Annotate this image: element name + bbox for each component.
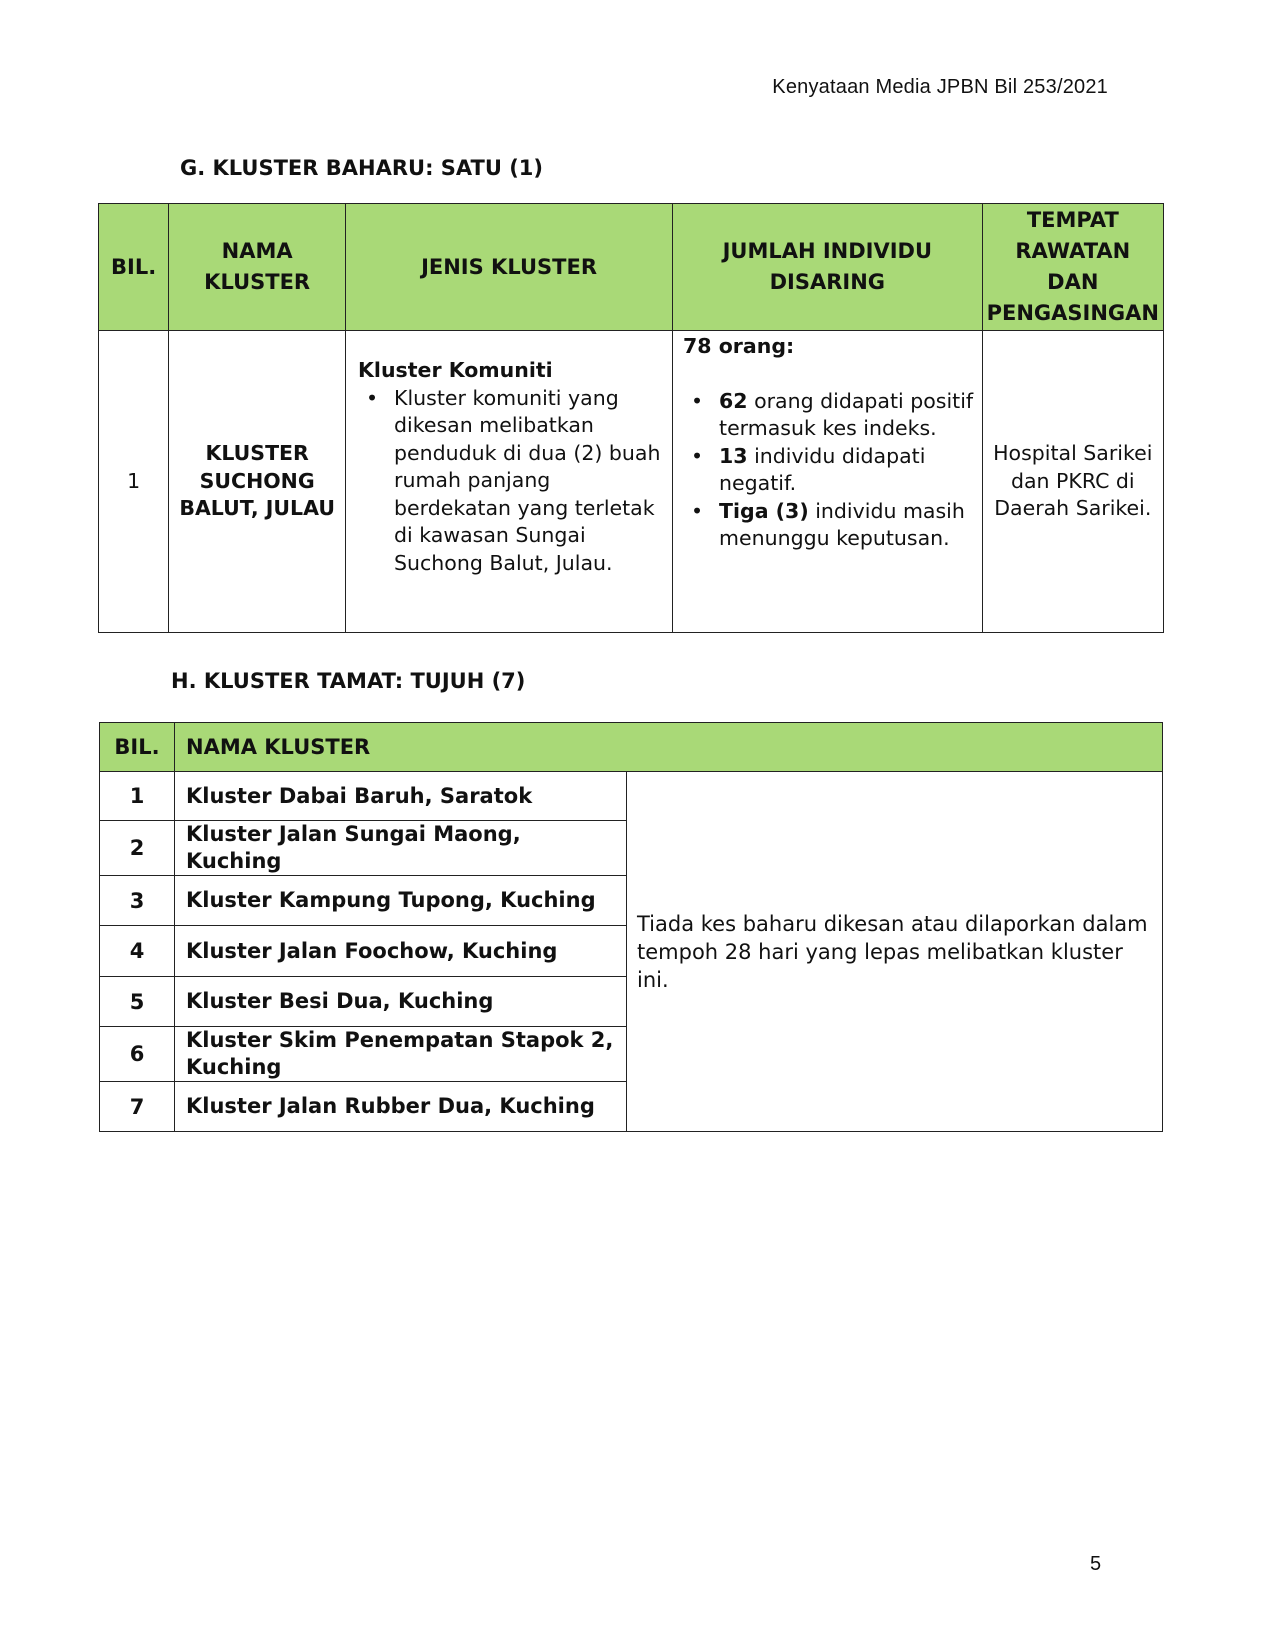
row-bil: 3	[100, 876, 175, 926]
jumlah-list	[683, 388, 974, 553]
header-jumlah-individu: JUMLAH INDIVIDU DISARING	[673, 204, 983, 331]
jumlah-item-positive: • 62 orang didapati positif termasuk kes indeks.	[719, 388, 974, 443]
row-cluster-name: Kluster Jalan Foochow, Kuching	[175, 926, 627, 977]
row-bil: 6	[100, 1027, 175, 1082]
table-row	[99, 331, 1164, 633]
header-nama-kluster: NAMA KLUSTER	[169, 204, 346, 331]
row-cluster-name: Kluster Besi Dua, Kuching	[175, 977, 627, 1027]
section-h-title: H. KLUSTER TAMAT: TUJUH (7)	[171, 669, 526, 693]
row-cluster-name: Kluster Kampung Tupong, Kuching	[175, 876, 627, 926]
header-nama-kluster: NAMA KLUSTER	[175, 723, 1163, 772]
table-row	[100, 772, 1163, 821]
row-bil: 1	[100, 772, 175, 821]
row-jenis-kluster	[346, 331, 673, 633]
row-bil: 2	[100, 821, 175, 876]
row-bil: 5	[100, 977, 175, 1027]
header-bil: BIL.	[100, 723, 175, 772]
header-bil: BIL.	[99, 204, 169, 331]
row-cluster-name: Kluster Dabai Baruh, Saratok	[175, 772, 627, 821]
document-reference: Kenyataan Media JPBN Bil 253/2021	[772, 76, 1108, 98]
page-number: 5	[1090, 1553, 1102, 1575]
header-tempat-rawatan: TEMPAT RAWATAN DAN PENGASINGAN	[982, 204, 1163, 331]
row-cluster-name: Kluster Skim Penempatan Stapok 2, Kuching	[175, 1027, 627, 1082]
header-jenis-kluster: JENIS KLUSTER	[346, 204, 673, 331]
jumlah-item-pending: • Tiga (3) individu masih menunggu keputusan.	[719, 498, 974, 553]
table-header-row	[100, 723, 1163, 772]
jenis-bullet: • Kluster komuniti yang dikesan melibatkan penduduk di dua (2) buah rumah panjang berdekatan yang terletak di kawasan Sungai Suchong Balut, Julau.	[394, 385, 664, 578]
row-cluster-name: Kluster Jalan Sungai Maong, Kuching	[175, 821, 627, 876]
table-header-row	[99, 204, 1164, 331]
ended-cluster-table	[99, 722, 1163, 1132]
row-bil: 7	[100, 1082, 175, 1132]
row-nama-kluster: KLUSTER SUCHONG BALUT, JULAU	[169, 331, 346, 633]
row-bil: 1	[99, 331, 169, 633]
row-bil: 4	[100, 926, 175, 977]
new-cluster-table	[98, 203, 1164, 633]
jumlah-total: 78 orang:	[683, 334, 795, 358]
section-g-title: G. KLUSTER BAHARU: SATU (1)	[180, 156, 544, 180]
jenis-title: Kluster Komuniti	[358, 358, 553, 382]
row-cluster-name: Kluster Jalan Rubber Dua, Kuching	[175, 1082, 627, 1132]
row-jumlah-individu	[673, 331, 983, 633]
ended-cluster-note: Tiada kes baharu dikesan atau dilaporkan dalam tempoh 28 hari yang lepas melibatkan kluster ini.	[627, 772, 1163, 1132]
jenis-list	[358, 385, 664, 578]
jumlah-item-negative: • 13 individu didapati negatif.	[719, 443, 974, 498]
row-tempat-rawatan: Hospital Sarikei dan PKRC di Daerah Sarikei.	[982, 331, 1163, 633]
